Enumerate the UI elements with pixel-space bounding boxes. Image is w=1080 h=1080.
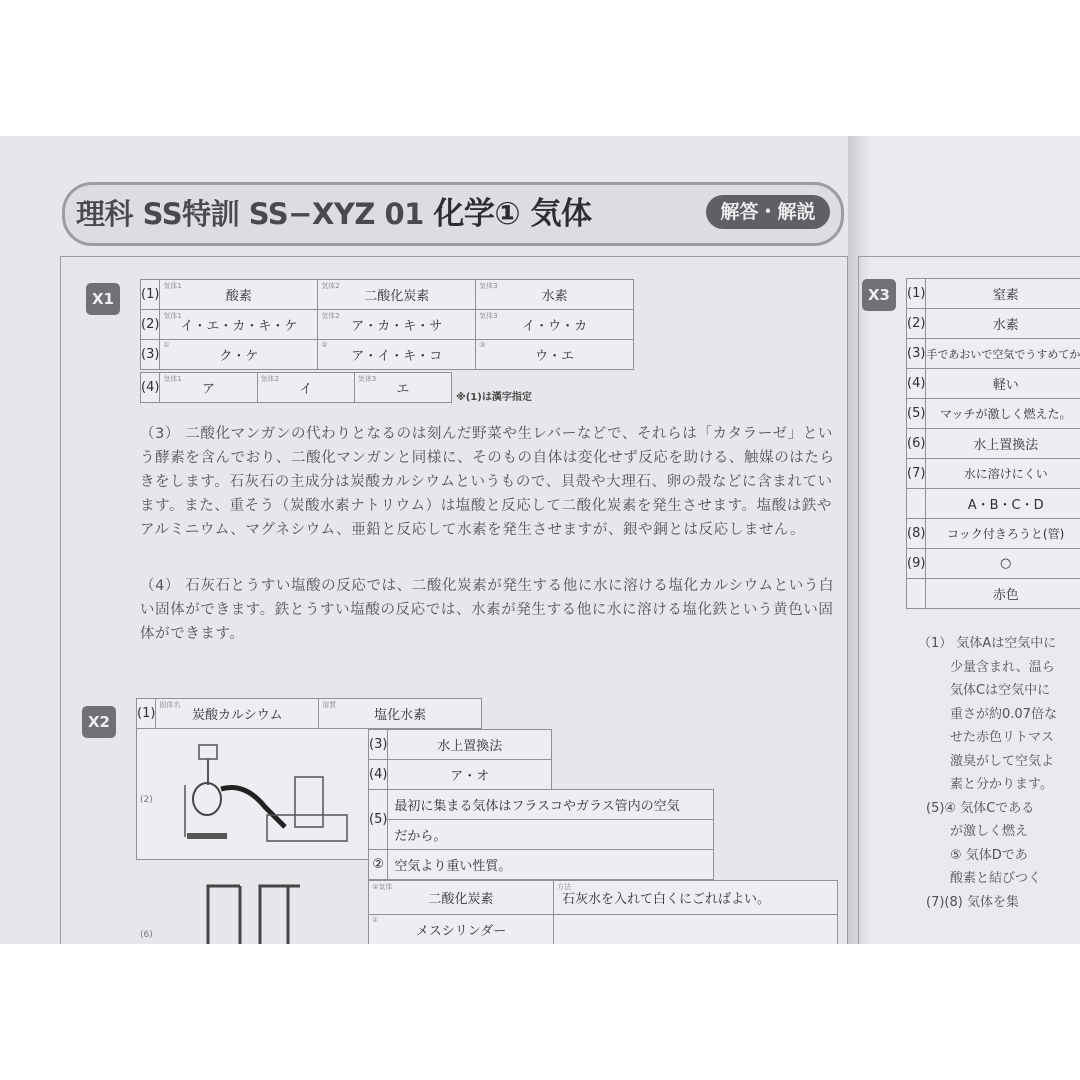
x2-cell: 空気より重い性質。 <box>388 850 714 880</box>
x2-row1-table <box>136 698 482 729</box>
question-label-x1: X1 <box>86 283 120 315</box>
funnel-shape <box>199 745 217 759</box>
row-number: (2) <box>141 310 160 340</box>
x1-answer-table <box>140 279 634 370</box>
paragraph-number: （4） <box>140 578 181 594</box>
x2-cell: 溶質 塩化水素 <box>319 699 482 729</box>
x1-cell: ③ ウ・エ <box>476 340 634 370</box>
x2-answer-column <box>368 729 552 790</box>
x1-cell: 気体2 二酸化炭素 <box>318 280 476 310</box>
paragraph-text: 石灰石とうすい塩酸の反応では、二酸化炭素が発生する他に水に溶ける塩化カルシウムという白い固体ができます。鉄とうすい塩酸の反応では、水素が発生する他に水に溶ける塩化鉄という黄色い固体ができます。 <box>140 578 835 642</box>
row-number: (5) <box>369 790 388 850</box>
x1-row4-table <box>140 372 452 403</box>
x3-cell: 手であおいで空気でうすめてか <box>926 339 1080 369</box>
x2-cell: 水上置換法 <box>388 730 552 760</box>
delivery-tube <box>221 787 285 827</box>
row-number: (1) <box>137 699 156 729</box>
x3-line: せた赤色リトマス <box>950 730 1055 745</box>
tube-right <box>260 886 300 944</box>
x1-cell: 気体2 イ <box>257 373 354 403</box>
x3-cell: 水に溶けにくい <box>926 459 1080 489</box>
cylinder-diagram <box>200 880 320 944</box>
x1-cell: 気体1 イ・エ・カ・キ・ケ <box>160 310 318 340</box>
paragraph-text: 二酸化マンガンの代わりとなるのは刻んだ野菜や生レバーなどで、それらは「カタラーゼ」という酵素を含んでおり、二酸化マンガンと同様に、そのもの自体は変化せず反応を助ける、触媒のはたらきをします。石灰石の主成分は炭酸カルシウムというもので、貝殻や大理石、卵の殻などに含まれています。また、重そう（炭酸水素ナトリウム）は塩酸と反応して二酸化炭素を発生させます。塩酸は鉄やアルミニウム、マグネシウム、亜鉛と反応して水素を発生させますが、銀や銅とは反応しません。 <box>140 426 835 538</box>
header-title <box>76 188 591 233</box>
x3-line: 気体Cは空気中に <box>950 683 1051 698</box>
x3-cell: マッチが激しく燃えた。 <box>926 399 1080 429</box>
subject-label: 理科 <box>76 197 134 231</box>
row-number: (3) <box>369 730 388 760</box>
x2-cell: だから。 <box>388 820 714 850</box>
x2-cell: 固体名 炭酸カルシウム <box>156 699 319 729</box>
x3-explanation <box>918 632 1080 914</box>
x2-cell: ア・オ <box>388 760 552 790</box>
x1-cell: 気体1 ア <box>160 373 257 403</box>
x3-cell: 軽い <box>926 369 1080 399</box>
paragraph-number: （3） <box>140 426 181 442</box>
question-label-x2: X2 <box>82 706 116 738</box>
x3-line: (5)④ 気体Cである <box>926 800 1035 816</box>
apparatus-diagram <box>155 737 365 847</box>
tube-left <box>208 886 240 944</box>
x2-cell: ③気体 二酸化炭素 <box>369 881 554 915</box>
answer-badge: 解答・解説 <box>706 195 830 229</box>
question-label-x3: X3 <box>862 279 896 311</box>
x3-cell: 水上置換法 <box>926 429 1080 459</box>
x1-cell: 気体2 ア・カ・キ・サ <box>318 310 476 340</box>
x2-cell: 最初に集まる気体はフラスコやガラス管内の空気 <box>388 790 714 820</box>
x3-answer-table: (1) 窒素 (2) 水素 (3) 手であおいで空気でうすめてか (4) 軽い (5) マッチが激しく燃えた。 (6) 水上置換法 (7) 水に溶けにくい A・B・C・D (8) コック付きろうと(管) (9) ○ 赤色 <box>906 278 1080 609</box>
row-number: ② <box>369 850 388 880</box>
x3-cell: 赤色 <box>926 579 1080 609</box>
stand-base <box>187 833 227 839</box>
x1-cell: 気体3 イ・ウ・カ <box>476 310 634 340</box>
x3-line: 素と分かります。 <box>950 777 1053 792</box>
row-number: (2) <box>140 795 153 805</box>
x3-line: 重さが約0.07倍な <box>950 706 1057 722</box>
x3-line: 少量含まれ、温ら <box>950 659 1055 675</box>
row-number: (1) <box>141 280 160 310</box>
x3-cell: A・B・C・D <box>926 489 1080 519</box>
x3-line: 酸素と結びつく <box>950 871 1042 886</box>
x2-cell: ① メスシリンダー <box>369 915 554 945</box>
row-number: (6) <box>140 930 153 940</box>
row-number: (4) <box>369 760 388 790</box>
x1-cell: ① ク・ケ <box>160 340 318 370</box>
x3-line: ⑤ 気体Dであ <box>950 847 1028 863</box>
x3-line: が激しく燃え <box>950 824 1029 839</box>
row-number: (4) <box>141 373 160 403</box>
x1-explanation-4 <box>140 574 838 646</box>
row-number: (3) <box>141 340 160 370</box>
flask-shape <box>193 783 221 815</box>
x1-note: ※(1)は漢字指定 <box>456 392 532 403</box>
x2-cell: 方法 石灰水を入れて白くにごればよい。 <box>554 881 838 915</box>
course-label: SS特訓 SS−XYZ 01 <box>142 197 424 231</box>
x2-cell <box>554 915 838 945</box>
topic-label: 化学① 気体 <box>433 196 592 232</box>
x3-cell: 窒素 <box>926 279 1080 309</box>
x3-line: 激臭がして空気よ <box>950 753 1055 769</box>
x3-cell: ○ <box>926 549 1080 579</box>
x3-line: (7)(8) 気体を集 <box>926 894 1019 910</box>
x2-reason-table <box>368 789 714 880</box>
x3-cell: 水素 <box>926 309 1080 339</box>
x1-cell: 気体3 水素 <box>476 280 634 310</box>
x1-cell: ② ア・イ・キ・コ <box>318 340 476 370</box>
x2-gas-table <box>368 880 838 945</box>
x3-cell: コック付きろうと(管) <box>926 519 1080 549</box>
x3-line: （1） 気体Aは空気中に <box>918 636 1057 651</box>
x1-explanation-3 <box>140 422 838 542</box>
collection-bottle <box>295 777 323 827</box>
x1-cell: 気体3 エ <box>354 373 451 403</box>
background-bottom <box>0 944 1080 1080</box>
x1-cell: 気体1 酸素 <box>160 280 318 310</box>
